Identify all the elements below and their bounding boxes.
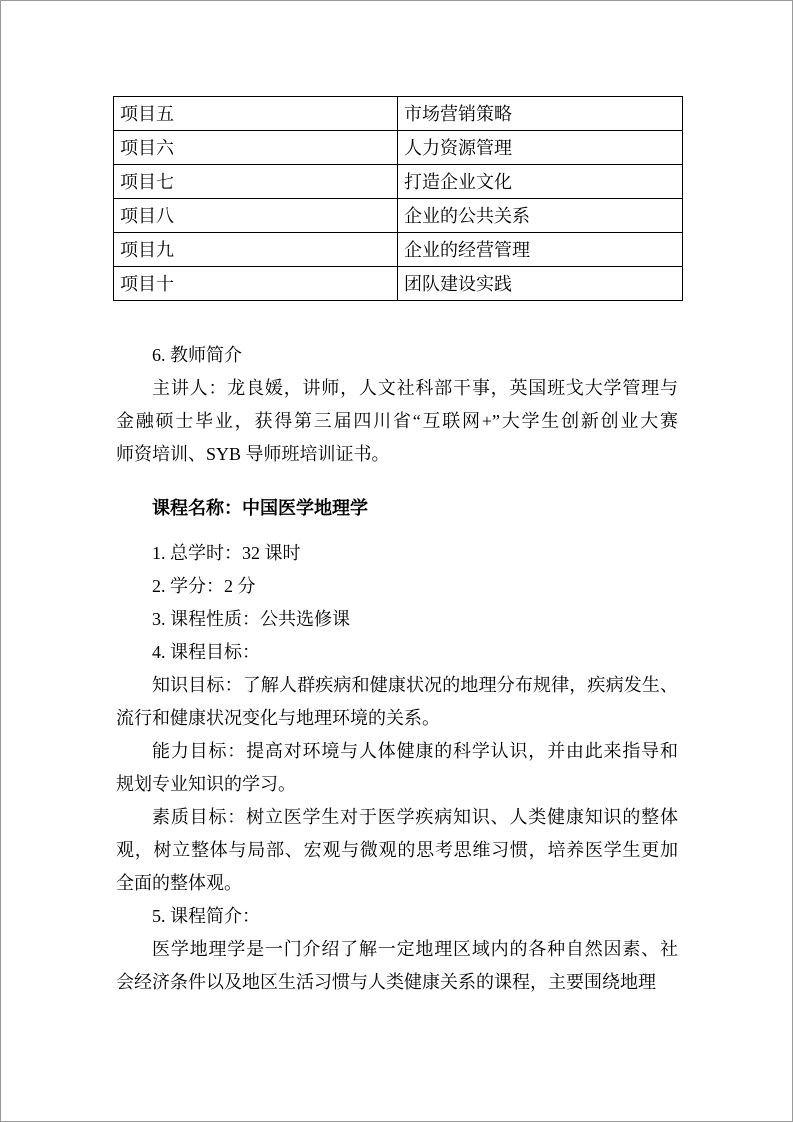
course-summary-heading — [116, 900, 678, 933]
text-line: 观，树立整体与局部、宏观与微观的思考思维习惯，培养医学生更加 — [116, 840, 678, 860]
text-line: 4. 课程目标： — [152, 642, 260, 662]
text-line: 规划专业知识的学习。 — [116, 774, 296, 794]
table-row — [114, 233, 683, 267]
project-content-cell: 打造企业文化 — [398, 165, 683, 199]
document-body — [1, 339, 792, 999]
text-line: 3. 课程性质：公共选修课 — [152, 609, 350, 629]
text-line: 会经济条件以及地区生活习惯与人类健康关系的课程，主要围绕地理 — [116, 972, 656, 992]
table-row — [114, 199, 683, 233]
course-credits — [116, 570, 678, 603]
ability-objective-paragraph — [116, 735, 678, 801]
course-title — [116, 492, 678, 525]
text-line: 全面的整体观。 — [116, 873, 242, 893]
text-line: 能力目标：提高对环境与人体健康的科学认识，并由此来指导和 — [152, 741, 678, 761]
text-line: 6. 教师简介 — [152, 345, 242, 365]
text-line: 2. 学分：2 分 — [152, 576, 256, 596]
course-total-hours — [116, 537, 678, 570]
project-content-cell: 市场营销策略 — [398, 97, 683, 131]
table-row — [114, 267, 683, 301]
text-line: 金融硕士毕业，获得第三届四川省“互联网+”大学生创新创业大赛 — [116, 411, 678, 431]
course-objectives-heading — [116, 636, 678, 669]
text-line: 师资培训、SYB 导师班培训证书。 — [116, 444, 390, 464]
project-name-cell: 项目十 — [114, 267, 398, 301]
quality-objective-paragraph — [116, 801, 678, 900]
project-list-table — [113, 96, 683, 301]
project-content-cell: 企业的公共关系 — [398, 199, 683, 233]
teacher-intro-heading — [116, 339, 678, 372]
course-type — [116, 603, 678, 636]
project-name-cell: 项目九 — [114, 233, 398, 267]
text-line: 5. 课程简介： — [152, 906, 260, 926]
text-line: 课程名称：中国医学地理学 — [152, 498, 368, 518]
table-row — [114, 131, 683, 165]
knowledge-objective-paragraph — [116, 669, 678, 735]
text-line: 主讲人：龙良媛，讲师，人文社科部干事，英国班戈大学管理与 — [152, 378, 678, 398]
text-line: 流行和健康状况变化与地理环境的关系。 — [116, 708, 440, 728]
project-name-cell: 项目七 — [114, 165, 398, 199]
project-name-cell: 项目六 — [114, 131, 398, 165]
project-name-cell: 项目五 — [114, 97, 398, 131]
project-content-cell: 团队建设实践 — [398, 267, 683, 301]
text-line: 素质目标：树立医学生对于医学疾病知识、人类健康知识的整体 — [152, 807, 678, 827]
course-summary-paragraph — [116, 933, 678, 999]
project-content-cell: 人力资源管理 — [398, 131, 683, 165]
text-line: 1. 总学时：32 课时 — [152, 543, 301, 563]
project-content-cell: 企业的经营管理 — [398, 233, 683, 267]
text-line: 知识目标：了解人群疾病和健康状况的地理分布规律，疾病发生、 — [152, 675, 678, 695]
table-row — [114, 97, 683, 131]
table-row — [114, 165, 683, 199]
teacher-intro-paragraph — [116, 372, 678, 471]
project-name-cell: 项目八 — [114, 199, 398, 233]
text-line: 医学地理学是一门介绍了解一定地理区域内的各种自然因素、社 — [152, 939, 678, 959]
